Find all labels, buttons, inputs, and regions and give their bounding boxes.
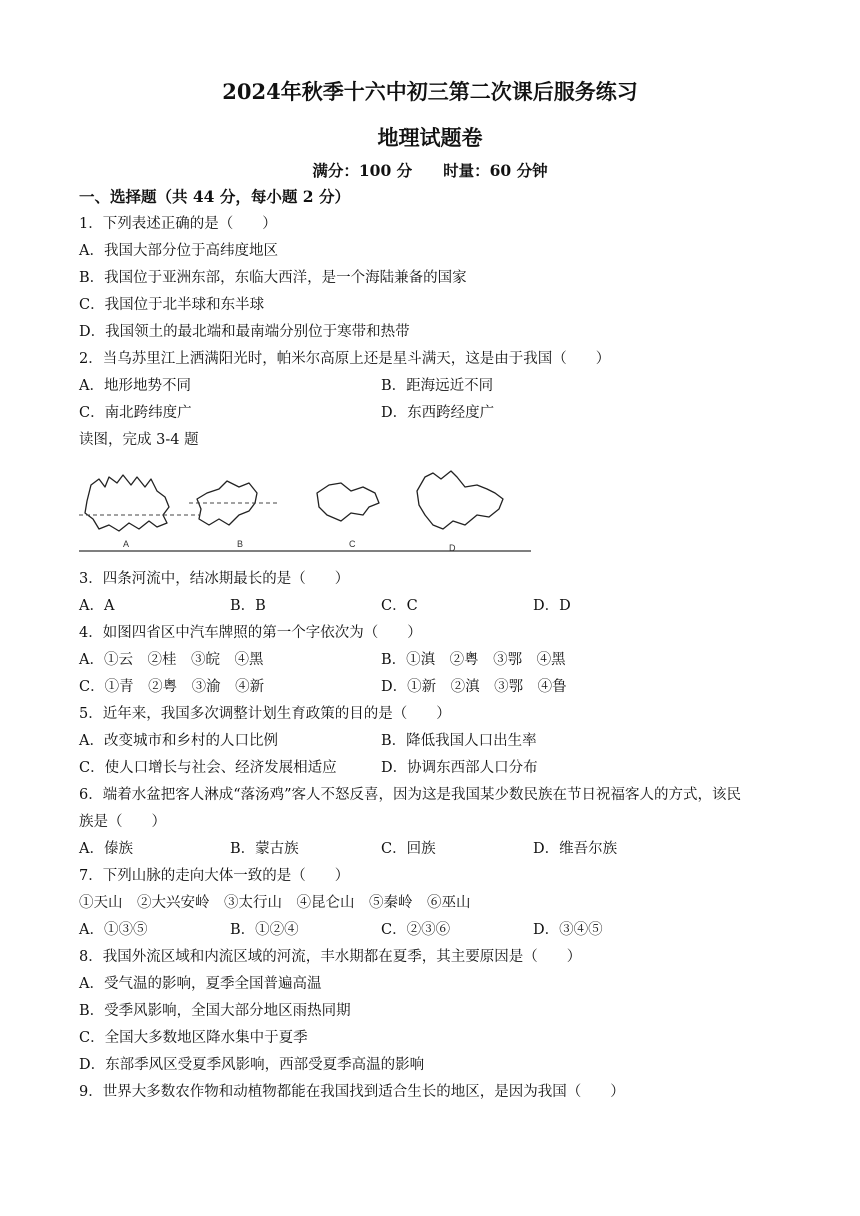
- section-heading: 一、选择题（共 44 分，每小题 2 分）: [79, 187, 350, 206]
- exam-subtitle: 地理试题卷: [377, 125, 483, 150]
- q3-option-b: B．B: [230, 598, 266, 614]
- figure-label-c: C: [349, 539, 356, 549]
- q2-option-a: A．地形地势不同: [79, 378, 191, 394]
- q6-option-b: B．蒙古族: [230, 841, 299, 857]
- q7-option-c: C．②③⑥: [381, 922, 451, 938]
- q1-option-b: B．我国位于亚洲东部，东临大西洋，是一个海陆兼备的国家: [79, 270, 467, 286]
- q4-option-a: A．①云 ②桂 ③皖 ④黑: [79, 652, 264, 668]
- q5-option-d: D．协调东西部人口分布: [381, 760, 538, 776]
- q3-option-c: C．C: [381, 598, 418, 614]
- q5-option-c: C．使人口增长与社会、经济发展相适应: [79, 760, 337, 776]
- outline-a: [85, 475, 169, 531]
- q6-option-c: C．回族: [381, 841, 436, 857]
- exam-title: 2024年秋季十六中初三第二次课后服务练习: [222, 79, 638, 104]
- q5-stem: 5．近年来，我国多次调整计划生育政策的目的是（ ）: [79, 706, 451, 722]
- q3-option-a: A．A: [79, 598, 115, 614]
- figure-label-b: B: [237, 539, 244, 549]
- q1-option-c: C．我国位于北半球和东半球: [79, 297, 265, 313]
- q4-option-b: B．①滇 ②粤 ③鄂 ④黑: [381, 652, 566, 668]
- q5-option-a: A．改变城市和乡村的人口比例: [79, 733, 278, 749]
- figure-label-d: D: [449, 543, 456, 553]
- q7-option-d: D．③④⑤: [533, 922, 603, 938]
- outline-c: [317, 483, 379, 521]
- q1-option-a: A．我国大部分位于高纬度地区: [79, 243, 278, 259]
- q3-stem: 3．四条河流中，结冰期最长的是（ ）: [79, 571, 350, 587]
- q8-stem: 8．我国外流区域和内流区域的河流，丰水期都在夏季，其主要原因是（ ）: [79, 949, 582, 965]
- q5-option-b: B．降低我国人口出生率: [381, 733, 537, 749]
- q2-option-d: D．东西跨经度广: [381, 405, 495, 421]
- q8-option-c: C．全国大多数地区降水集中于夏季: [79, 1030, 308, 1046]
- q1-stem: 1．下列表述正确的是（ ）: [79, 216, 277, 232]
- q4-option-d: D．①新 ②滇 ③鄂 ④鲁: [381, 679, 567, 695]
- q2-stem: 2．当乌苏里江上洒满阳光时，帕米尔高原上还是星斗满天，这是由于我国（ ）: [79, 351, 611, 367]
- q6-option-d: D．维吾尔族: [533, 841, 618, 857]
- q8-option-d: D．东部季风区受夏季风影响，西部受夏季高温的影响: [79, 1057, 425, 1073]
- q2-option-b: B．距海远近不同: [381, 378, 494, 394]
- q3-option-d: D．D: [533, 598, 571, 614]
- figure-label-a: A: [123, 539, 130, 549]
- q8-option-b: B．受季风影响，全国大部分地区雨热同期: [79, 1003, 351, 1019]
- q4-stem: 4．如图四省区中汽车牌照的第一个字依次为（ ）: [79, 625, 422, 641]
- q7-stem: 7．下列山脉的走向大体一致的是（ ）: [79, 868, 350, 884]
- figure-instruction: 读图，完成 3-4 题: [79, 432, 199, 448]
- q8-option-a: A．受气温的影响，夏季全国普遍高温: [79, 976, 322, 992]
- q6-stem: 6．端着水盆把客人淋成“落汤鸡”客人不怒反喜，因为这是我国某少数民族在节日祝福客人的方式，该民: [79, 787, 742, 803]
- q4-option-c: C．①青 ②粤 ③渝 ④新: [79, 679, 265, 695]
- q7-option-a: A．①③⑤: [79, 922, 148, 938]
- outline-d: [417, 471, 503, 529]
- q1-option-d: D．我国领土的最北端和最南端分别位于寒带和热带: [79, 324, 410, 340]
- exam-info: 满分：100 分 时量：60 分钟: [312, 161, 548, 180]
- q6-stem-continued: 族是（ ）: [79, 814, 166, 830]
- q2-option-c: C．南北跨纬度广: [79, 405, 192, 421]
- q7-option-b: B．①②④: [230, 922, 299, 938]
- province-outline-figure: [79, 463, 531, 555]
- q6-option-a: A．傣族: [79, 841, 133, 857]
- q9-stem: 9．世界大多数农作物和动植物都能在我国找到适合生长的地区，是因为我国（ ）: [79, 1084, 625, 1100]
- q7-mountain-list: ①天山 ②大兴安岭 ③太行山 ④昆仑山 ⑤秦岭 ⑥巫山: [79, 895, 471, 911]
